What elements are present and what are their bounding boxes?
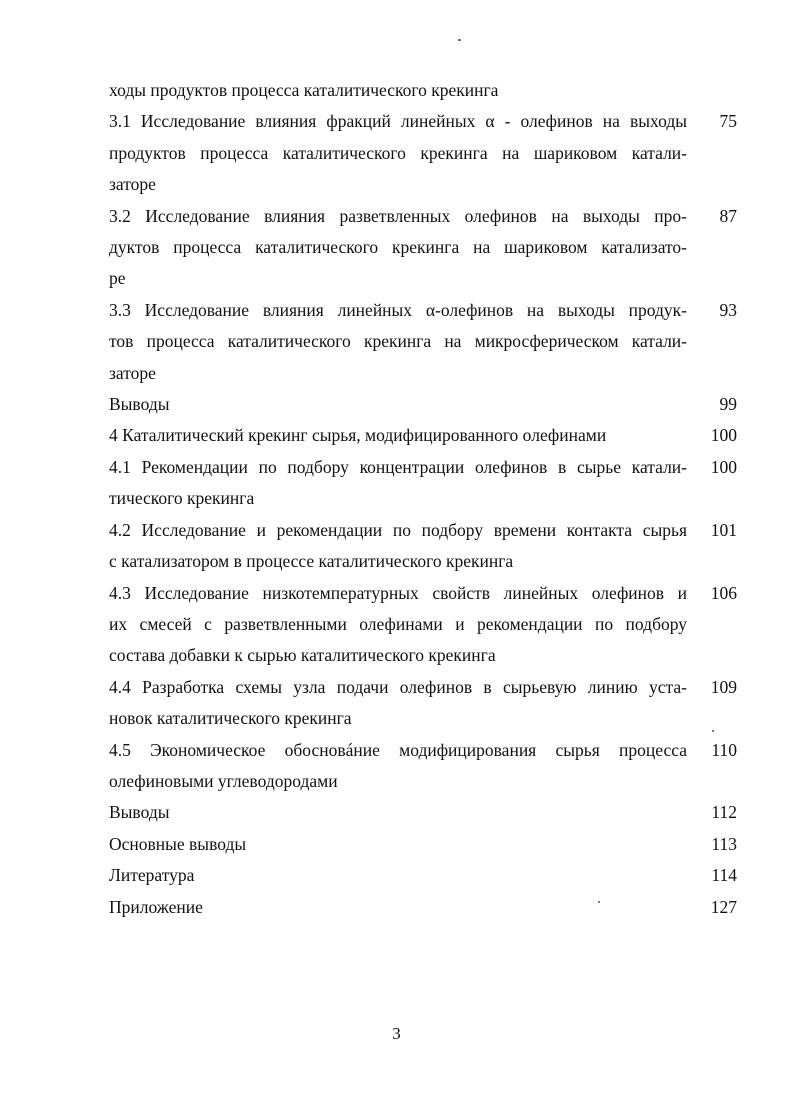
table-of-contents <box>109 75 737 923</box>
toc-entry-title <box>109 452 687 515</box>
toc-entry <box>109 201 737 295</box>
toc-entry <box>109 735 737 798</box>
toc-entry-title-line: 3.2 Исследование влияния разветвленных олефинов на выходы про- <box>109 205 687 226</box>
toc-entry-title <box>109 201 687 295</box>
toc-entry-title <box>109 75 687 106</box>
toc-entry-title-line: ре <box>109 268 126 289</box>
toc-entry-page-number: 75 <box>719 111 737 132</box>
toc-entry-title <box>109 735 687 798</box>
toc-entry-title-line: 4.5 Экономическое обосновáние модифицирования сырья процесса <box>109 739 687 760</box>
toc-entry <box>109 860 737 891</box>
toc-entry-title-line: 4.3 Исследование низкотемпературных свойств линейных олефинов и <box>109 582 687 603</box>
toc-entry-title <box>109 829 687 860</box>
toc-entry-title-line: Основные выводы <box>109 833 247 854</box>
toc-entry-page-number: 99 <box>719 394 737 415</box>
toc-entry-title-line: Приложение <box>109 896 203 917</box>
toc-entry-title-line: новок каталитического крекинга <box>109 708 352 729</box>
toc-entry <box>109 452 737 515</box>
toc-entry-title <box>109 515 687 578</box>
toc-entry <box>109 672 737 735</box>
toc-entry-title-line: 4.4 Разработка схемы узла подачи олефинов в сырьевую линию уста- <box>109 676 687 697</box>
toc-entry-title-line: дуктов процесса каталитического крекинга на шариковом катализато- <box>109 237 687 258</box>
toc-entry-title <box>109 295 687 389</box>
toc-entry-title-line: олефиновыми углеводородами <box>109 770 338 791</box>
toc-entry-title-line: Выводы <box>109 394 170 415</box>
toc-entry-title <box>109 797 687 828</box>
toc-entry <box>109 578 737 672</box>
toc-entry-title <box>109 389 687 420</box>
toc-entry-title-line: состава добавки к сырью каталитического крекинга <box>109 645 496 666</box>
toc-entry-title-line: Выводы <box>109 802 170 823</box>
toc-entry <box>109 420 737 451</box>
page-number: 3 <box>392 1024 401 1043</box>
toc-entry-title-line: 3.1 Исследование влияния фракций линейных α - олефинов на выходы <box>109 111 687 132</box>
toc-entry-title <box>109 860 687 891</box>
toc-entry-title-line: тического крекинга <box>109 488 255 509</box>
toc-entry-title-line: 4.2 Исследование и рекомендации по подбору времени контакта сырья <box>109 519 687 540</box>
toc-entry-page-number: 114 <box>711 865 737 886</box>
toc-entry-page-number: 87 <box>719 205 737 226</box>
toc-entry <box>109 892 737 923</box>
toc-entry-page-number: 100 <box>710 456 737 477</box>
toc-entry-page-number: 100 <box>710 425 737 446</box>
scan-speck <box>458 39 461 41</box>
toc-entry <box>109 389 737 420</box>
toc-entry-page-number: 110 <box>711 739 737 760</box>
toc-entry-page-number: 127 <box>710 896 737 917</box>
toc-entry <box>109 797 737 828</box>
toc-entry-title-line: с катализатором в процессе каталитического крекинга <box>109 551 514 572</box>
toc-entry-title <box>109 578 687 672</box>
toc-entry-page-number: 112 <box>711 802 737 823</box>
toc-entry-title-line: ходы продуктов процесса каталитического крекинга <box>109 80 499 100</box>
toc-entry-title-line: их смесей с разветвленными олефинами и рекомендации по подбору <box>109 613 687 634</box>
toc-entry <box>109 106 737 200</box>
toc-entry-title-line: тов процесса каталитического крекинга на микросферическом катали- <box>109 331 687 352</box>
toc-entry-title <box>109 892 687 923</box>
toc-entry-page-number: 93 <box>719 299 737 320</box>
toc-entry-title <box>109 106 687 200</box>
toc-entry-title-line: продуктов процесса каталитического крекинга на шариковом катали- <box>109 142 687 163</box>
toc-entry-title-line: 4 Каталитический крекинг сырья, модифицированного олефинами <box>109 425 607 446</box>
toc-entry-page-number: 113 <box>711 833 737 854</box>
toc-entry-title <box>109 420 687 451</box>
toc-entry <box>109 295 737 389</box>
toc-entry-page-number: 106 <box>710 582 737 603</box>
toc-entry-title <box>109 672 687 735</box>
toc-entry-title-line: заторе <box>109 362 156 383</box>
toc-entry <box>109 515 737 578</box>
toc-entry-title-line: Литература <box>109 865 195 886</box>
toc-entry-title-line: 3.3 Исследование влияния линейных α-олефинов на выходы продук- <box>109 299 687 320</box>
toc-entry-page-number: 109 <box>710 676 737 697</box>
toc-entry <box>109 75 737 106</box>
toc-entry <box>109 829 737 860</box>
toc-entry-title-line: заторе <box>109 174 156 195</box>
toc-entry-title-line: 4.1 Рекомендации по подбору концентрации олефинов в сырье катали- <box>109 456 687 477</box>
toc-entry-page-number: 101 <box>710 519 737 540</box>
